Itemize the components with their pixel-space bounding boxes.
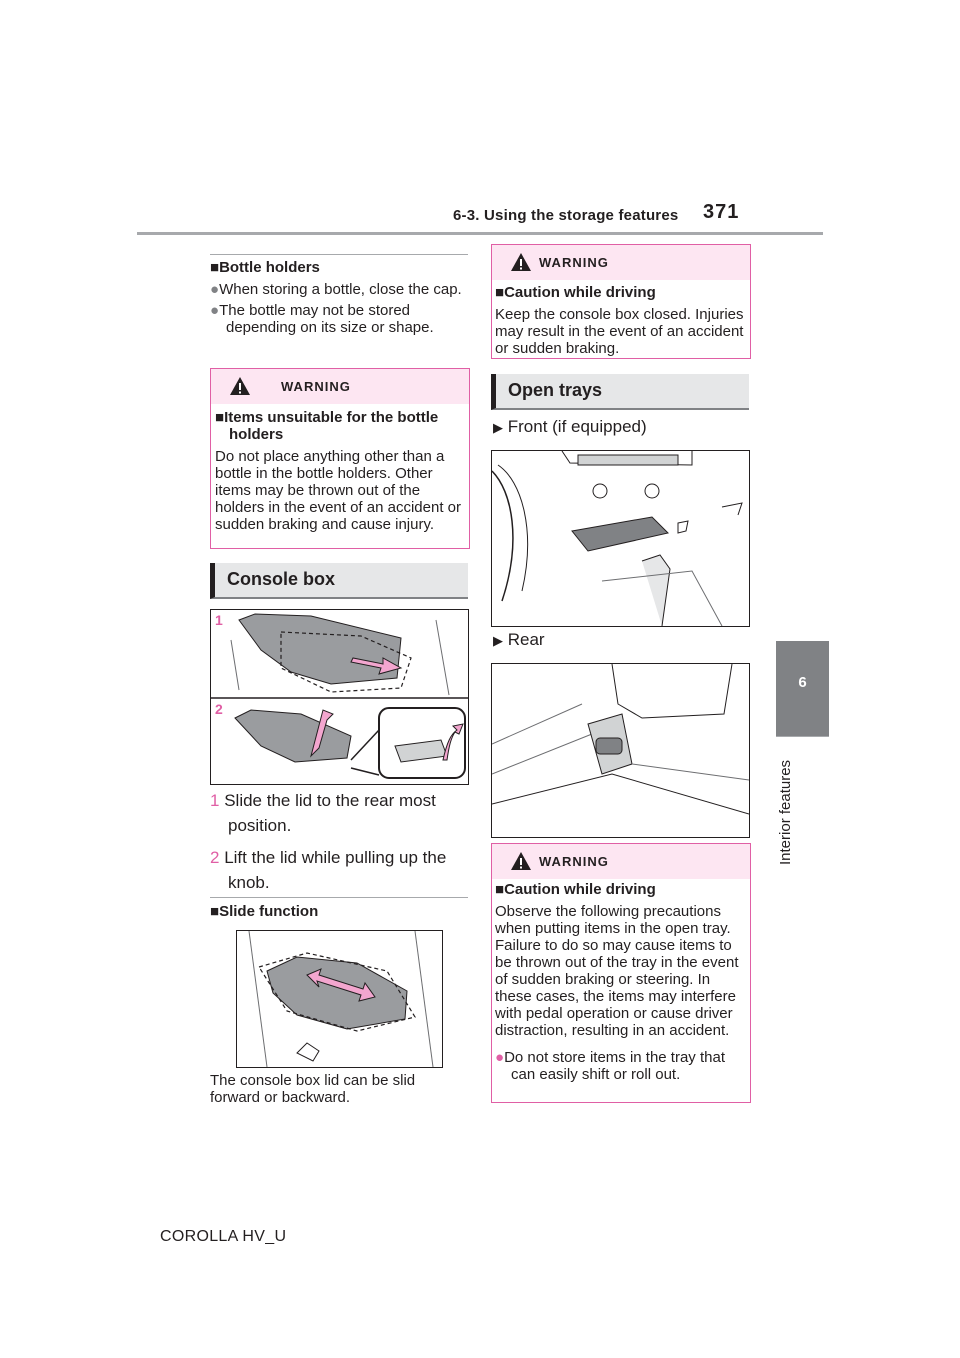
bottle-rule [210,254,468,255]
warning-subheading: ■Items unsuitable for the bottle holders [215,409,439,443]
figure-label-2: 2 [215,701,223,717]
slide-heading: ■Slide function [210,903,319,920]
warning-text: Observe the following precautions when putting items in the open tray. Failure to do so may cause items to be thrown out of the tray in the event of sudden braking or steering. In these cases, the items may interfere with pedal operation or cause driver distraction, resulting in an accident. [495,903,739,1039]
rear-tray-figure [491,663,750,838]
section-title: 6-3. Using the storage features [453,207,679,224]
warning-box-tray [491,843,751,1103]
console-box-heading: Console box [210,563,468,599]
open-trays-heading: Open trays [491,374,749,410]
warning-label: WARNING [281,379,351,394]
warning-label: WARNING [539,255,609,270]
front-label: ▶ Front (if equipped) [493,417,647,436]
rear-tray-illustration [492,664,749,837]
chapter-number: 6 [798,674,807,691]
warning-text: Do not place anything other than a bottle in the bottle holders. Other items may be thrown out of the holders in the event of an accident or sudden braking and cause injury. [215,448,461,533]
footer-model: COROLLA HV_U [160,1228,287,1245]
warning-header [492,245,750,280]
bottle-bullets [210,281,468,336]
bullet-item: ●Do not store items in the tray that can easily shift or roll out. [495,1049,725,1083]
warning-header [211,369,469,404]
console-box-figure [210,609,469,785]
step-item: 2 Lift the lid while pulling up the knob. [210,848,447,892]
warning-label: WARNING [539,854,609,869]
warning-text: Keep the console box closed. Injuries may result in the event of an accident or sudden braking. [495,306,744,357]
chapter-label-text: Interior features [777,759,794,865]
warning-body [215,409,463,533]
slide-function-illustration [237,931,442,1067]
warning-triangle-icon [510,252,532,272]
rear-label: ▶ Rear [493,630,545,649]
header-rule [137,232,823,235]
slide-rule [210,897,468,898]
warning-subheading: ■Caution while driving [495,284,656,301]
warning-body [495,284,745,357]
page-number: 371 [703,201,740,223]
warning-triangle-icon [229,376,251,396]
console-box-illustration [211,610,468,784]
front-tray-illustration [492,451,749,626]
chapter-label [771,752,799,877]
warning-box-console [491,244,751,359]
warning-triangle-icon [510,851,532,871]
console-steps [210,788,468,895]
warning-box-bottle [210,368,470,549]
bullet-item: ●The bottle may not be stored depending on its size or shape. [210,302,434,336]
bullet-item: ●When storing a bottle, close the cap. [210,281,462,298]
step-item: 1 Slide the lid to the rear most position. [210,791,436,835]
figure-label-1: 1 [215,612,223,628]
bottle-heading: ■Bottle holders [210,259,320,276]
warning-subheading: ■Caution while driving [495,881,656,898]
chapter-tab-rule [776,736,829,737]
front-tray-figure [491,450,750,627]
slide-function-figure [236,930,443,1068]
slide-caption: The console box lid can be slid forward or backward. [210,1072,416,1106]
warning-header [492,844,750,879]
warning-body [495,881,745,1083]
